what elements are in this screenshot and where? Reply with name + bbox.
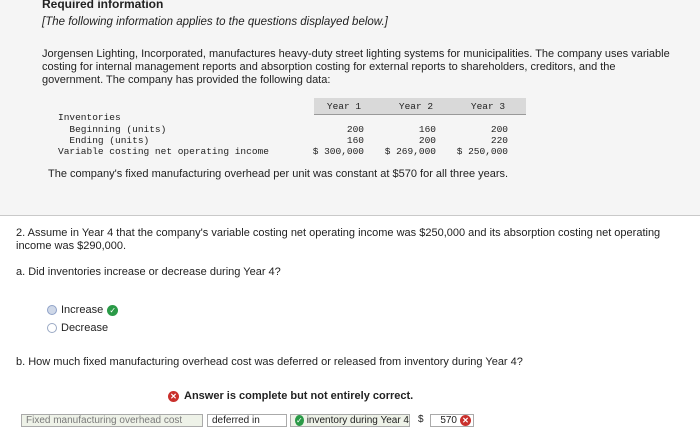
decrease-radio[interactable] bbox=[47, 323, 57, 333]
beginning-year-2: 160 bbox=[418, 124, 436, 135]
beginning-year-3: 200 bbox=[490, 124, 508, 135]
check-icon: ✓ bbox=[296, 416, 303, 425]
beginning-year-1: 200 bbox=[346, 124, 364, 135]
ending-year-1: 160 bbox=[346, 135, 364, 146]
table-header-bar bbox=[314, 98, 526, 115]
amount-value: 570 bbox=[440, 415, 457, 426]
x-icon: ✕ bbox=[168, 391, 179, 402]
result-banner-text: Answer is complete but not entirely correct. bbox=[184, 390, 414, 402]
increase-label: Increase bbox=[61, 304, 104, 316]
vc-income-label: Variable costing net operating income bbox=[58, 146, 269, 157]
result-banner bbox=[168, 390, 413, 402]
answer-label: Fixed manufacturing overhead cost bbox=[21, 414, 203, 427]
ending-year-2: 200 bbox=[418, 135, 436, 146]
inventory-period-select[interactable] bbox=[290, 414, 410, 427]
ending-year-3: 220 bbox=[490, 135, 508, 146]
inventory-period-value: inventory during Year 4 bbox=[306, 415, 409, 426]
x-icon: ✕ bbox=[460, 415, 471, 426]
question-b: b. How much fixed manufacturing overhead cost was deferred or released from inventory during Year 4? bbox=[16, 356, 523, 368]
ending-label: Ending (units) bbox=[58, 135, 150, 146]
inventories-label: Inventories bbox=[58, 112, 121, 123]
info-note: [The following information applies to the questions displayed below.] bbox=[42, 16, 388, 28]
question-a: a. Did inventories increase or decrease during Year 4? bbox=[16, 266, 281, 278]
header-year-2: Year 2 bbox=[398, 101, 434, 112]
currency-symbol: $ bbox=[418, 414, 424, 425]
question-2: 2. Assume in Year 4 that the company's variable costing net operating income was $250,000 and its absorption costing net operating income was $290,000. bbox=[16, 227, 661, 252]
intro-paragraph: Jorgensen Lighting, Incorporated, manufactures heavy-duty street lighting systems for municipalities. The company uses variable costing for internal management reports and absorption costing for external reports to shareholders, creditors, and the government. The company has provided the following data: bbox=[42, 48, 670, 86]
amount-input[interactable] bbox=[430, 414, 474, 427]
header-year-3: Year 3 bbox=[470, 101, 506, 112]
check-icon: ✓ bbox=[107, 305, 118, 316]
required-information-heading: Required information bbox=[42, 0, 164, 11]
vc-income-year-1: $ 300,000 bbox=[312, 146, 364, 157]
beginning-label: Beginning (units) bbox=[58, 124, 167, 135]
option-increase[interactable] bbox=[47, 304, 118, 316]
fixed-overhead-note: The company's fixed manufacturing overhead per unit was constant at $570 for all three years. bbox=[48, 168, 509, 180]
vc-income-year-2: $ 269,000 bbox=[384, 146, 436, 157]
decrease-label: Decrease bbox=[61, 322, 109, 334]
increase-radio[interactable] bbox=[47, 305, 57, 315]
option-decrease[interactable] bbox=[47, 322, 108, 334]
deferred-released-select[interactable]: deferred in bbox=[207, 414, 287, 427]
header-year-1: Year 1 bbox=[326, 101, 362, 112]
vc-income-year-3: $ 250,000 bbox=[456, 146, 508, 157]
